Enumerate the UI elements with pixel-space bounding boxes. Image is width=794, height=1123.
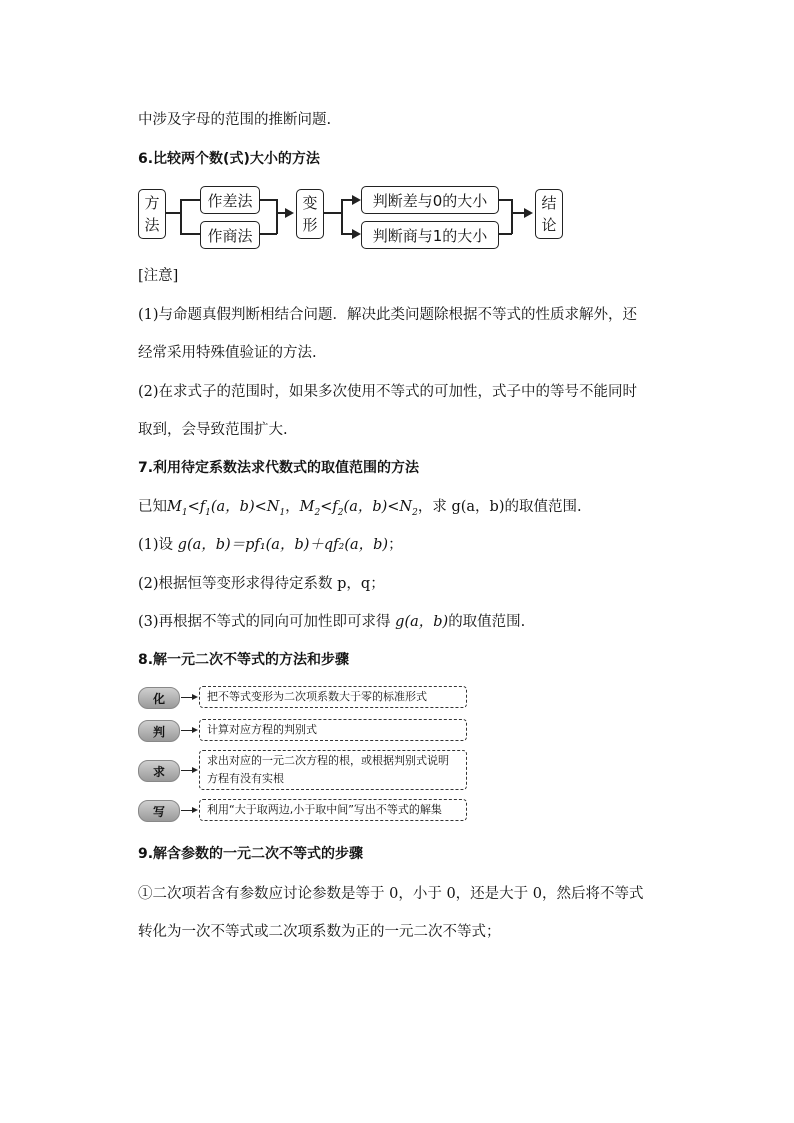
section-8-heading: 8.解一元二次不等式的方法和步骤 <box>138 652 350 668</box>
note-1-line-2: 经常采用特殊值验证的方法. <box>138 345 317 361</box>
connector <box>323 212 341 214</box>
connector <box>180 199 182 233</box>
step-7-2: (2)根据恒等变形求得待定系数 p，q； <box>138 576 385 592</box>
section-7-heading: 7.利用待定系数法求代数式的取值范围的方法 <box>138 460 420 476</box>
arrow-right-icon <box>352 195 361 205</box>
step-description: 计算对应方程的判别式 <box>199 719 467 741</box>
step-7-3: (3)再根据不等式的同向可加性即可求得 g(a，b)的取值范围. <box>138 614 526 630</box>
arrow-right-icon <box>352 229 361 239</box>
arrow-right-icon <box>192 767 198 773</box>
arrow-right-icon <box>192 694 198 700</box>
diff-method-box: 作差法 <box>200 186 260 214</box>
section-6-heading: 6.比较两个数(式)大小的方法 <box>138 151 320 167</box>
section-9-para-line-1: ①二次项若含有参数应讨论参数是等于 0，小于 0，还是大于 0，然后将不等式 <box>138 886 644 902</box>
step-description: 利用“大于取两边,小于取中间”写出不等式的解集 <box>199 799 467 821</box>
connector <box>341 199 343 234</box>
method-box: 方 法 <box>138 189 166 239</box>
judge-diff-box: 判断差与0的大小 <box>361 186 499 214</box>
connector <box>276 199 278 234</box>
conclusion-box: 结 论 <box>535 189 563 239</box>
connector <box>511 212 525 214</box>
arrow-right-icon <box>524 208 533 218</box>
step-description: 求出对应的一元二次方程的根，或根据判别式说明方程有没有实根 <box>199 750 467 790</box>
step-key: 写 <box>138 800 180 822</box>
connector <box>498 233 512 235</box>
connector <box>259 233 277 235</box>
judge-quot-box: 判断商与1的大小 <box>361 221 499 249</box>
section-9-heading: 9.解含参数的一元二次不等式的步骤 <box>138 846 364 862</box>
step-key: 判 <box>138 720 180 742</box>
inequality-1: $M_1<f_1(a$，$b)<N_1$ <box>167 499 286 518</box>
connector <box>498 199 512 201</box>
arrow-right-icon <box>192 727 198 733</box>
connector <box>180 199 200 201</box>
known-condition: 已知$M_1<f_1(a$，$b)<N_1$，$M_2<f_2(a$，$b)<N_2$，求 g(a，b)的取值范围. <box>138 499 582 518</box>
note-label: [注意] <box>138 268 179 284</box>
quot-method-box: 作商法 <box>200 221 260 249</box>
connector <box>511 199 513 234</box>
connector <box>259 199 277 201</box>
step-description: 把不等式变形为二次项系数大于零的标准形式 <box>199 686 467 708</box>
note-1-line-1: (1)与命题真假判断相结合问题．解决此类问题除根据不等式的性质求解外，还 <box>138 307 638 323</box>
intro-text: 中涉及字母的范围的推断问题. <box>138 112 332 128</box>
arrow-right-icon <box>192 807 198 813</box>
note-2-line-2: 取到，会导致范围扩大. <box>138 422 288 438</box>
note-2-line-1: (2)在求式子的范围时，如果多次使用不等式的可加性，式子中的等号不能同时 <box>138 384 638 400</box>
connector <box>166 212 180 214</box>
section-9-para-line-2: 转化为一次不等式或二次项系数为正的一元二次不等式； <box>138 924 501 940</box>
step-key: 化 <box>138 687 180 709</box>
step-key: 求 <box>138 760 180 782</box>
inequality-2: $M_2<f_2(a$，$b)<N_2$ <box>299 499 418 518</box>
step-7-1: (1)设 g(a，b)＝pf₁(a，b)＋qf₂(a，b)； <box>138 537 403 553</box>
connector <box>180 233 200 235</box>
transform-box: 变 形 <box>296 189 324 239</box>
arrow-right-icon <box>285 208 294 218</box>
